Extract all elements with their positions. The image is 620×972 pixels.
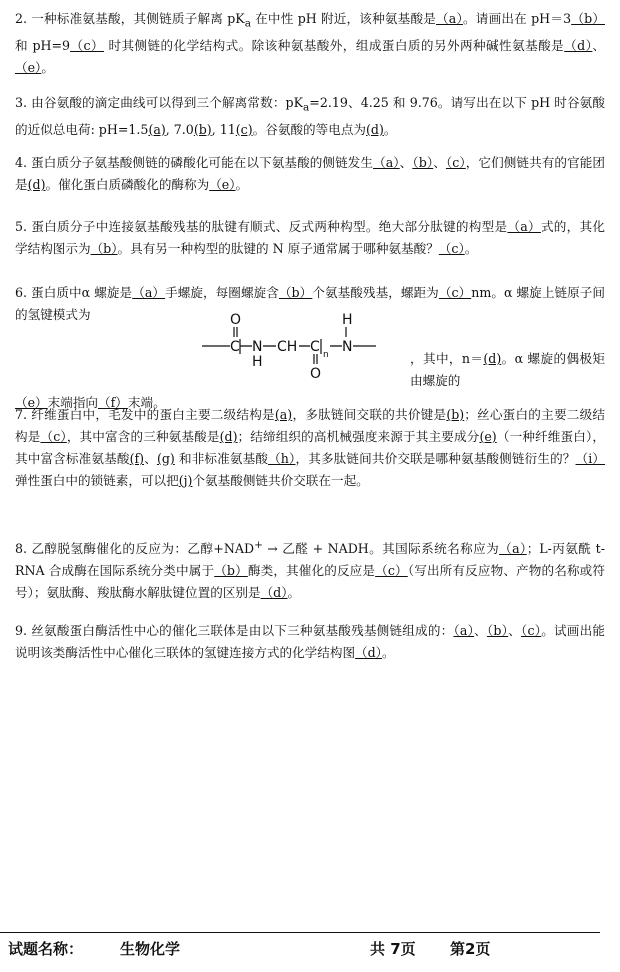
subscript: a: [303, 101, 310, 114]
question-text: 末端指向: [47, 395, 99, 410]
question-number: 5.: [15, 219, 28, 234]
atom-c: C: [310, 339, 320, 355]
question-text: 式的，其化学结构图示为: [15, 219, 606, 256]
question-text: 丝氨酸蛋白酶活性中心的催化三联体是由以下三种氨基酸残基侧链组成的：: [31, 623, 454, 638]
question-text: ；L-丙氨酰 t-RNA 合成酶在国际系统分类中属于: [15, 541, 605, 579]
answer-blank: (d): [219, 429, 238, 444]
question-text: 、: [433, 155, 446, 170]
footer-divider: [0, 932, 600, 933]
answer-blank: (g): [156, 451, 175, 466]
page-number: 第2页: [450, 940, 491, 958]
answer-blank: （b）: [278, 285, 313, 300]
answer-blank: （b）: [571, 11, 605, 26]
answer-blank: （f）: [98, 395, 128, 410]
question-text: 和 pH=9: [15, 37, 71, 53]
question-text: 。催化蛋白质磷酸化的酶称为: [45, 177, 210, 192]
question-text: nm。α 螺旋上链原子间的氢键模式为: [15, 285, 606, 322]
answer-blank: （e）: [15, 395, 48, 410]
question-text: 一种标准氨基酸，其侧链质子解离 pK: [31, 11, 245, 26]
question-text: 、: [399, 155, 413, 170]
question-text: 纤维蛋白中，毛发中的蛋白主要二级结构是: [31, 407, 275, 422]
question-text: 。: [287, 585, 301, 601]
question-text: 蛋白质中α 螺旋是: [31, 285, 133, 300]
question-number: 8.: [15, 541, 28, 557]
question-number: 6.: [15, 285, 28, 300]
question-text: 。α 螺旋的偶极矩由螺旋的: [410, 351, 605, 388]
question-text: 手螺旋，每圈螺旋含: [165, 285, 279, 300]
question-text: 乙醇脱氢酶催化的反应为：乙醇+NAD: [31, 541, 255, 557]
question-9: [15, 620, 605, 664]
question-text: 。: [41, 59, 54, 75]
answer-blank: （a）: [453, 623, 475, 638]
answer-blank: （e）: [15, 59, 42, 75]
question-number: 3.: [15, 95, 28, 110]
exam-name-label: 试题名称：: [8, 940, 84, 958]
answer-blank: （c）: [70, 37, 105, 53]
question-text: 末端。: [127, 395, 166, 410]
question-text: 个氨基酸侧链共价交联在一起。: [192, 473, 369, 488]
question-text: ，多肽链间交联的共价键是: [292, 407, 447, 422]
question-text: 时其侧链的化学结构式。除该种氨基酸外，组成蛋白质的另外两种碱性氨基酸是: [104, 37, 565, 53]
answer-blank: （d）: [260, 585, 288, 601]
answer-blank: （a）: [436, 11, 463, 26]
atom-n: N: [342, 339, 353, 355]
answer-blank: (d): [366, 121, 384, 137]
question-4: [15, 152, 605, 196]
question-text: 蛋白质分子氨基酸侧链的磷酸化可能在以下氨基酸的侧链发生: [31, 155, 374, 170]
superscript: +: [254, 539, 263, 551]
question-text: 弹性蛋白中的锁链素，可以把: [15, 473, 179, 488]
atom-h: H: [252, 354, 263, 370]
answer-blank: (e): [479, 429, 497, 444]
question-3: [15, 92, 605, 141]
atom-c: C: [230, 339, 240, 355]
question-text: 。: [381, 645, 395, 660]
question-text: ；结缔组织的高机械强度来源于其主要成分: [237, 429, 480, 444]
question-text: 、: [144, 451, 157, 466]
answer-blank: （h）: [268, 451, 296, 466]
answer-blank: （b）: [214, 563, 248, 579]
question-number: 2.: [15, 11, 28, 26]
question-number: 7.: [15, 407, 28, 422]
answer-blank: （b）: [486, 623, 509, 638]
question-7: [15, 404, 605, 492]
answer-blank: (a): [148, 121, 166, 137]
answer-blank: （c）: [445, 155, 466, 170]
question-text: , 11: [211, 121, 236, 137]
page-footer: [0, 928, 620, 968]
question-text: 。试画出能说明该类酶活性中心催化三联体的氢键连接方式的化学结构图: [15, 623, 605, 660]
question-text: （一种纤维蛋白），其中富含标准氨基酸: [15, 429, 606, 466]
subscript-n: n: [323, 350, 329, 360]
question-text: 、: [508, 623, 521, 638]
question-text: 。具有另一种构型的肽键的 N 原子通常属于哪种氨基酸？: [117, 241, 439, 256]
question-text: 。: [383, 121, 397, 137]
question-text: 。: [464, 241, 478, 256]
answer-blank: （c）: [520, 623, 542, 638]
question-text: 由谷氨酸的滴定曲线可以得到三个解离常数：pK: [31, 95, 304, 110]
answer-blank: (j): [178, 473, 193, 488]
question-text: ，它们侧链共有的官能团是: [15, 155, 605, 192]
answer-blank: (c): [235, 121, 253, 137]
answer-blank: （d）: [355, 645, 382, 660]
question-text: ；丝心蛋白的主要二级结构是: [15, 407, 606, 444]
question-text: （写出所有反应物、产物的名称或符号）；氨肽酶、羧肽酶水解肽键位置的区别是: [15, 563, 606, 601]
answer-blank: （c）: [438, 241, 465, 256]
exam-subject: 生物化学: [120, 940, 181, 958]
subscript: a: [244, 17, 251, 30]
question-text: → 乙醛 + NADH。其国际系统名称应为: [262, 541, 500, 557]
atom-o: O: [310, 366, 322, 382]
answer-blank: （b）: [90, 241, 118, 256]
question-number: 9.: [15, 623, 28, 638]
question-text: 酶类，其催化的反应是: [247, 563, 376, 579]
answer-blank: (d): [483, 351, 502, 366]
question-text: 、: [474, 623, 487, 638]
answer-blank: (d): [27, 177, 46, 192]
answer-blank: （c）: [375, 563, 408, 579]
question-text: 。: [235, 177, 249, 192]
question-number: 4.: [15, 155, 28, 170]
atom-o: O: [230, 312, 242, 328]
answer-blank: （i）: [575, 451, 606, 466]
answer-blank: （a）: [373, 155, 400, 170]
structure-svg: [200, 310, 400, 382]
question-text: , 7.0: [165, 121, 194, 137]
answer-blank: （c）: [438, 285, 472, 300]
answer-blank: （a）: [132, 285, 166, 300]
question-text: 个氨基酸残基，螺距为: [312, 285, 439, 300]
answer-blank: (b): [446, 407, 465, 422]
question-text: 、: [592, 37, 605, 53]
question-5: [15, 216, 605, 260]
answer-blank: （d）: [564, 37, 593, 53]
answer-blank: (b): [193, 121, 212, 137]
question-text: 和非标准氨基酸: [174, 451, 269, 466]
answer-blank: （a）: [507, 219, 541, 234]
question-text: ，其中富含的三种氨基酸是: [66, 429, 220, 444]
answer-blank: （c）: [40, 429, 67, 444]
hydrogen-bond-structure: [200, 310, 400, 382]
question-text: 。请画出在 pH＝3: [463, 11, 572, 26]
question-2: [15, 8, 605, 79]
question-text: 蛋白质分子中连接氨基酸残基的肽键有顺式、反式两种构型。绝大部分肽键的构型是: [31, 219, 508, 234]
answer-blank: （e）: [209, 177, 236, 192]
answer-blank: (a): [274, 407, 293, 422]
atom-n: N: [252, 339, 263, 355]
question-8: [15, 534, 605, 604]
question-text: ，其中，n＝: [410, 351, 484, 366]
answer-blank: （b）: [412, 155, 434, 170]
total-pages: 共 7页: [370, 940, 416, 958]
answer-blank: (f): [129, 451, 145, 466]
question-text: ，其多肽链间共价交联是哪种氨基酸侧链衍生的？: [295, 451, 576, 466]
answer-blank: （a）: [499, 541, 527, 557]
atom-ch: CH: [277, 339, 298, 355]
question-text: =2.19、4.25 和 9.76。请写出在以下 pH 时谷氨酸的近似总电荷: pH=1.5: [15, 95, 605, 137]
atom-h: H: [342, 312, 353, 328]
question-text: 。谷氨酸的等电点为: [252, 121, 366, 137]
question-text: 在中性 pH 附近，该种氨基酸是: [250, 11, 437, 26]
